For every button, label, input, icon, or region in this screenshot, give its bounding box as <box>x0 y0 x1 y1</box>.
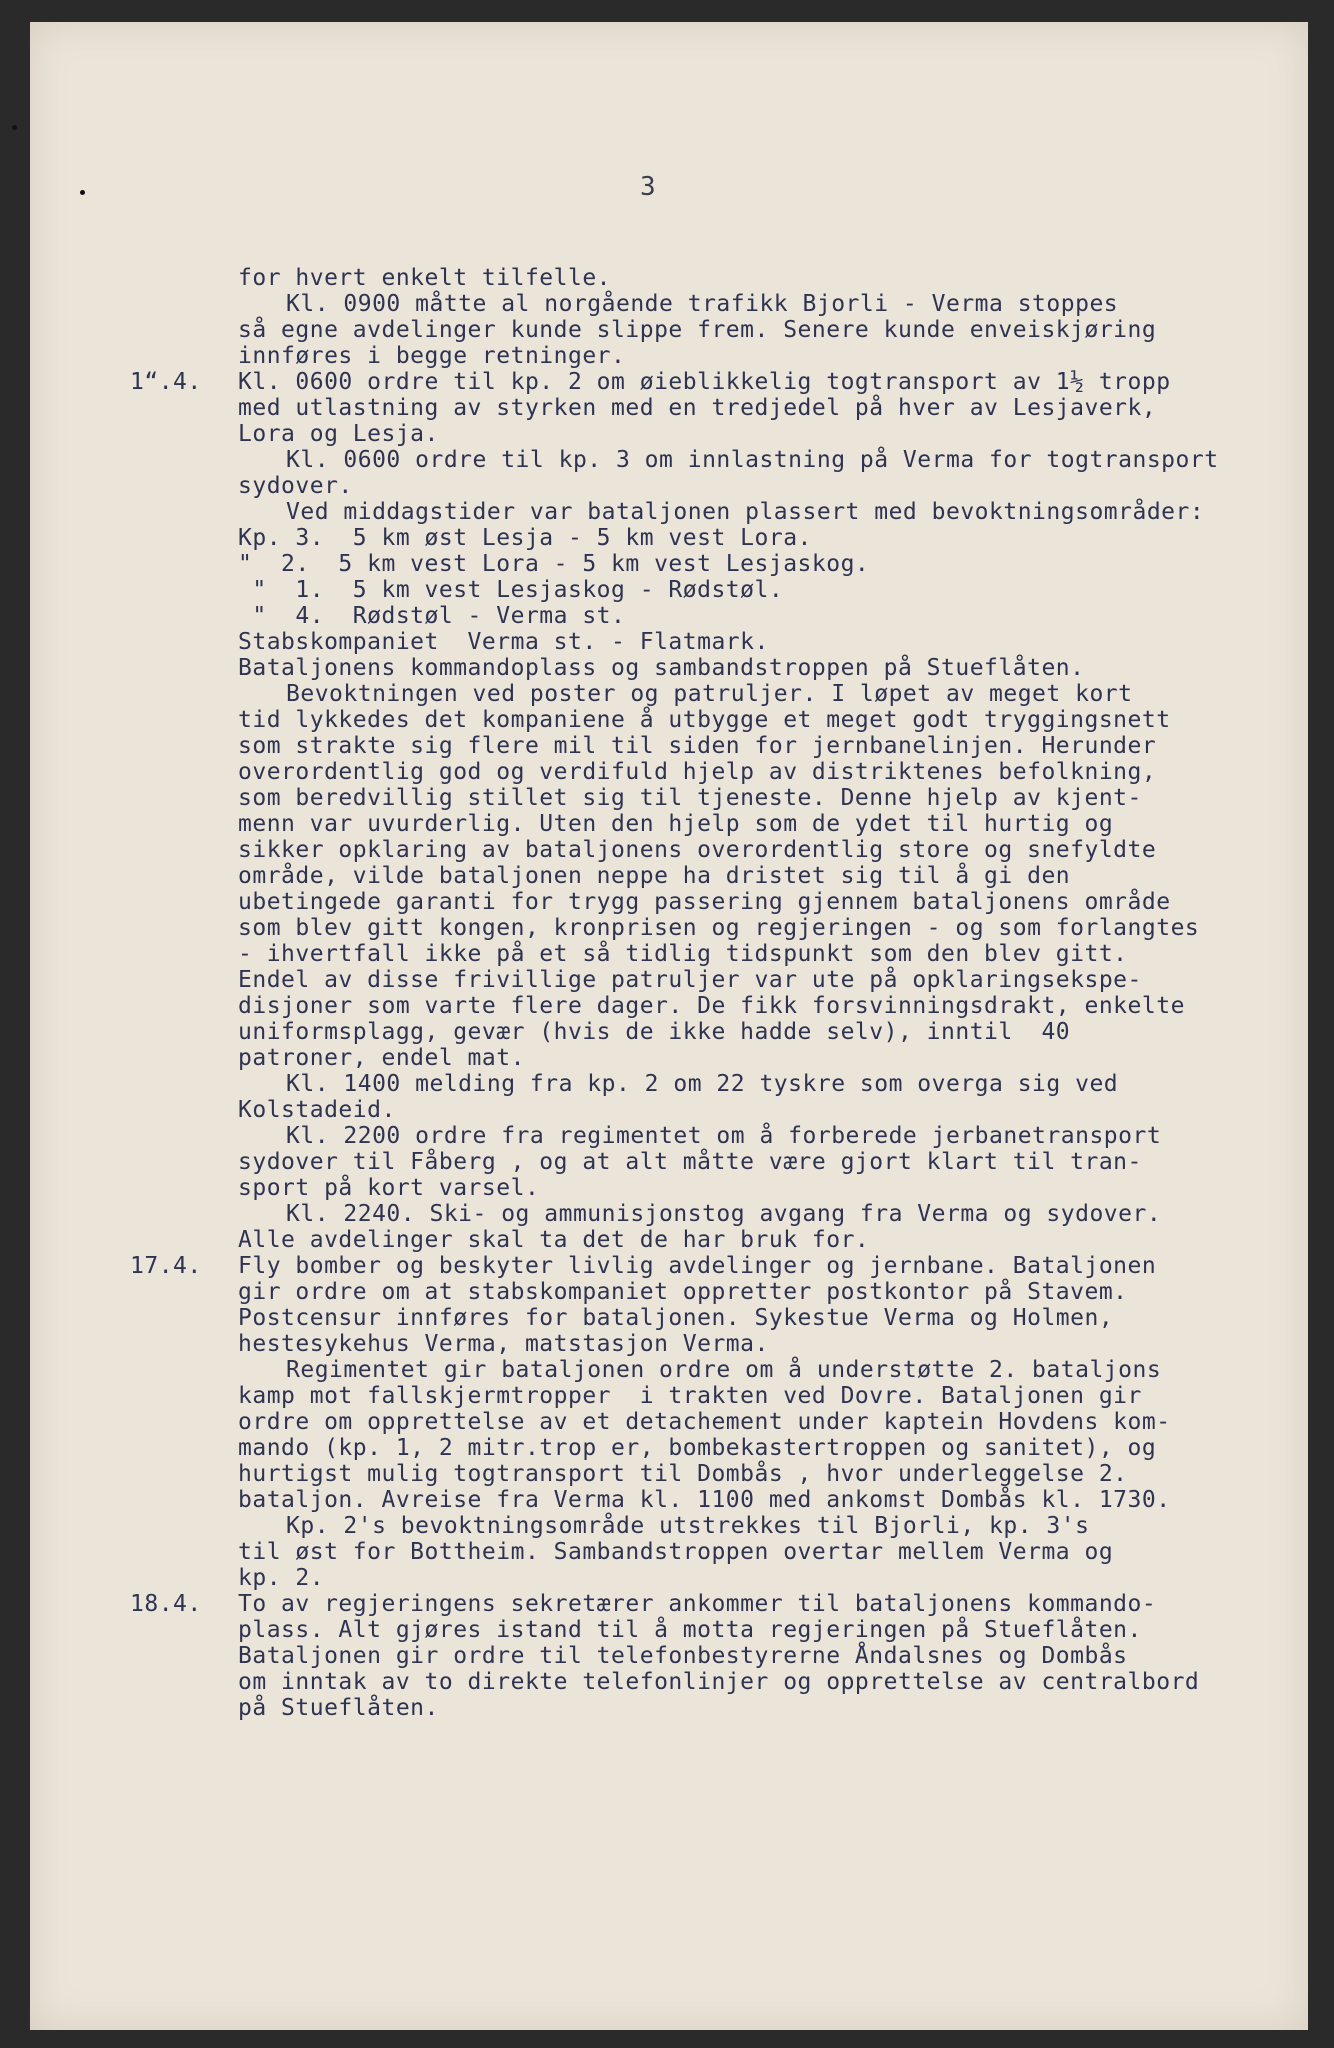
text-line <box>130 1175 1310 1201</box>
line-text: Kl. 0600 ordre til kp. 3 om innlastning på Verma for togtransport <box>286 447 1219 473</box>
text-line <box>130 1409 1310 1435</box>
line-text: Ved middagstider var bataljonen plassert med bevoktningsområder: <box>286 499 1205 525</box>
text-line <box>130 1019 1310 1045</box>
text-line <box>130 1097 1310 1123</box>
text-line <box>130 941 1310 967</box>
line-text: bataljon. Avreise fra Verma kl. 1100 med ankomst Dombås kl. 1730. <box>238 1487 1171 1513</box>
text-line <box>130 1201 1310 1227</box>
text-line <box>130 915 1310 941</box>
line-text: " 1. 5 km vest Lesjaskog - Rødstøl. <box>238 577 784 603</box>
text-line <box>130 1305 1310 1331</box>
line-text: Kp. 2's bevoktningsområde utstrekkes til Bjorli, kp. 3's <box>286 1513 1090 1539</box>
text-line <box>130 473 1310 499</box>
line-text: til øst for Bottheim. Sambandstroppen overtar mellem Verma og <box>238 1539 1114 1565</box>
text-line <box>130 551 1310 577</box>
text-line <box>130 1565 1310 1591</box>
line-text: område, vilde bataljonen neppe ha dristet sig til å gi den <box>238 863 1071 889</box>
text-line <box>130 1695 1310 1721</box>
text-line <box>130 1357 1310 1383</box>
text-line <box>130 1513 1310 1539</box>
line-text: sport på kort varsel. <box>238 1175 540 1201</box>
line-text: hestesykehus Verma, matstasjon Verma. <box>238 1331 769 1357</box>
line-text: som blev gitt kongen, kronprisen og regjeringen - og som forlangtes <box>238 915 1200 941</box>
line-text: Kl. 1400 melding fra kp. 2 om 22 tyskre som overga sig ved <box>286 1071 1119 1097</box>
line-text: Alle avdelinger skal ta det de har bruk for. <box>238 1227 870 1253</box>
text-line <box>130 1435 1310 1461</box>
text-line <box>130 629 1310 655</box>
line-text: Kl. 2240. Ski- og ammunisjonstog avgang fra Verma og sydover. <box>286 1201 1162 1227</box>
text-line <box>130 1149 1310 1175</box>
line-text: " 4. Rødstøl - Verma st. <box>238 603 626 629</box>
line-text: disjoner som varte flere dager. De fikk forsvinningsdrakt, enkelte <box>238 993 1185 1019</box>
document-page <box>30 22 1308 2030</box>
text-line <box>130 655 1310 681</box>
line-text: Endel av disse frivillige patruljer var ute på opklaringsekspe- <box>238 967 1142 993</box>
text-line <box>130 733 1310 759</box>
line-text: på Stueflåten. <box>238 1695 439 1721</box>
text-line <box>130 863 1310 889</box>
line-text: uniformsplagg, gevær (hvis de ikke hadde selv), inntil 40 <box>238 1019 1071 1045</box>
line-text: om inntak av to direkte telefonlinjer og opprettelse av centralbord <box>238 1669 1200 1695</box>
line-text: for hvert enkelt tilfelle. <box>238 265 612 291</box>
page-number: 3 <box>640 172 656 202</box>
text-line <box>130 1227 1310 1253</box>
text-line <box>130 499 1310 525</box>
text-line <box>130 447 1310 473</box>
text-line <box>130 681 1310 707</box>
line-text: " 2. 5 km vest Lora - 5 km vest Lesjaskog. <box>238 551 870 577</box>
line-text: med utlastning av styrken med en tredjedel på hver av Lesjaverk, <box>238 395 1157 421</box>
line-text: Kolstadeid. <box>238 1097 396 1123</box>
line-text: patroner, endel mat. <box>238 1045 525 1071</box>
text-line <box>130 525 1310 551</box>
text-line <box>130 889 1310 915</box>
text-line <box>130 1591 1310 1617</box>
text-line <box>130 421 1310 447</box>
text-line <box>130 317 1310 343</box>
text-line <box>130 967 1310 993</box>
line-text: Kl. 2200 ordre fra regimentet om å forberede jerbanetransport <box>286 1123 1162 1149</box>
line-text: Kl. 0900 måtte al norgående trafikk Bjorli - Verma stoppes <box>286 291 1119 317</box>
text-line <box>130 291 1310 317</box>
line-text: Kl. 0600 ordre til kp. 2 om øieblikkelig togtransport av 1½ tropp <box>238 369 1171 395</box>
line-text: sydover. <box>238 473 353 499</box>
text-line <box>130 1539 1310 1565</box>
line-text: plass. Alt gjøres istand til å motta regjeringen på Stueflåten. <box>238 1617 1142 1643</box>
margin-date: 1“.4. <box>130 369 202 395</box>
scan-speck <box>80 190 85 195</box>
text-line <box>130 1669 1310 1695</box>
line-text: Bevoktningen ved poster og patruljer. I løpet av meget kort <box>286 681 1133 707</box>
line-text: Lora og Lesja. <box>238 421 439 447</box>
text-line <box>130 785 1310 811</box>
line-text: ubetingede garanti for trygg passering gjennem bataljonens område <box>238 889 1171 915</box>
text-line <box>130 1643 1310 1669</box>
line-text: menn var uvurderlig. Uten den hjelp som de ydet til hurtig og <box>238 811 1114 837</box>
text-line <box>130 1487 1310 1513</box>
line-text: som beredvillig stillet sig til tjeneste. Denne hjelp av kjent- <box>238 785 1142 811</box>
line-text: sikker opklaring av bataljonens overordentlig store og snefyldte <box>238 837 1157 863</box>
text-line <box>130 577 1310 603</box>
margin-date: 17.4. <box>130 1253 202 1279</box>
text-line <box>130 1617 1310 1643</box>
text-line <box>130 993 1310 1019</box>
text-line <box>130 1331 1310 1357</box>
text-line <box>130 1383 1310 1409</box>
text-line <box>130 1045 1310 1071</box>
line-text: tid lykkedes det kompaniene å utbygge et meget godt tryggingsnett <box>238 707 1171 733</box>
line-text: overordentlig god og verdifuld hjelp av distriktenes befolkning, <box>238 759 1157 785</box>
line-text: sydover til Fåberg , og at alt måtte være gjort klart til tran- <box>238 1149 1142 1175</box>
line-text: gir ordre om at stabskompaniet oppretter postkontor på Stavem. <box>238 1279 1128 1305</box>
line-text: - ihvertfall ikke på et så tidlig tidspunkt som den blev gitt. <box>238 941 1128 967</box>
text-line <box>130 369 1310 395</box>
scan-speck <box>12 125 17 130</box>
line-text: To av regjeringens sekretærer ankommer til bataljonens kommando- <box>238 1591 1157 1617</box>
text-line <box>130 343 1310 369</box>
line-text: Bataljonen gir ordre til telefonbestyrerne Åndalsnes og Dombås <box>238 1643 1128 1669</box>
text-line <box>130 837 1310 863</box>
line-text: hurtigst mulig togtransport til Dombås , hvor underleggelse 2. <box>238 1461 1128 1487</box>
text-line <box>130 1279 1310 1305</box>
text-line <box>130 395 1310 421</box>
line-text: som strakte sig flere mil til siden for jernbanelinjen. Herunder <box>238 733 1157 759</box>
text-line <box>130 1461 1310 1487</box>
text-line <box>130 1253 1310 1279</box>
text-line <box>130 1071 1310 1097</box>
line-text: Bataljonens kommandoplass og sambandstroppen på Stueflåten. <box>238 655 1085 681</box>
line-text: Fly bomber og beskyter livlig avdelinger og jernbane. Bataljonen <box>238 1253 1157 1279</box>
text-line <box>130 811 1310 837</box>
line-text: Regimentet gir bataljonen ordre om å understøtte 2. bataljons <box>286 1357 1162 1383</box>
line-text: kamp mot fallskjermtropper i trakten ved Dovre. Bataljonen gir <box>238 1383 1142 1409</box>
line-text: Kp. 3. 5 km øst Lesja - 5 km vest Lora. <box>238 525 812 551</box>
text-line <box>130 759 1310 785</box>
line-text: Stabskompaniet Verma st. - Flatmark. <box>238 629 769 655</box>
text-line <box>130 603 1310 629</box>
text-line <box>130 1123 1310 1149</box>
line-text: så egne avdelinger kunde slippe frem. Senere kunde enveiskjøring <box>238 317 1157 343</box>
text-line <box>130 707 1310 733</box>
line-text: innføres i begge retninger. <box>238 343 626 369</box>
line-text: ordre om opprettelse av et detachement under kaptein Hovdens kom- <box>238 1409 1171 1435</box>
line-text: kp. 2. <box>238 1565 325 1591</box>
typewritten-text-block <box>130 265 1310 1721</box>
text-line <box>130 265 1310 291</box>
line-text: Postcensur innføres for bataljonen. Sykestue Verma og Holmen, <box>238 1305 1114 1331</box>
line-text: mando (kp. 1, 2 mitr.trop er, bombekastertroppen og sanitet), og <box>238 1435 1157 1461</box>
margin-date: 18.4. <box>130 1591 202 1617</box>
